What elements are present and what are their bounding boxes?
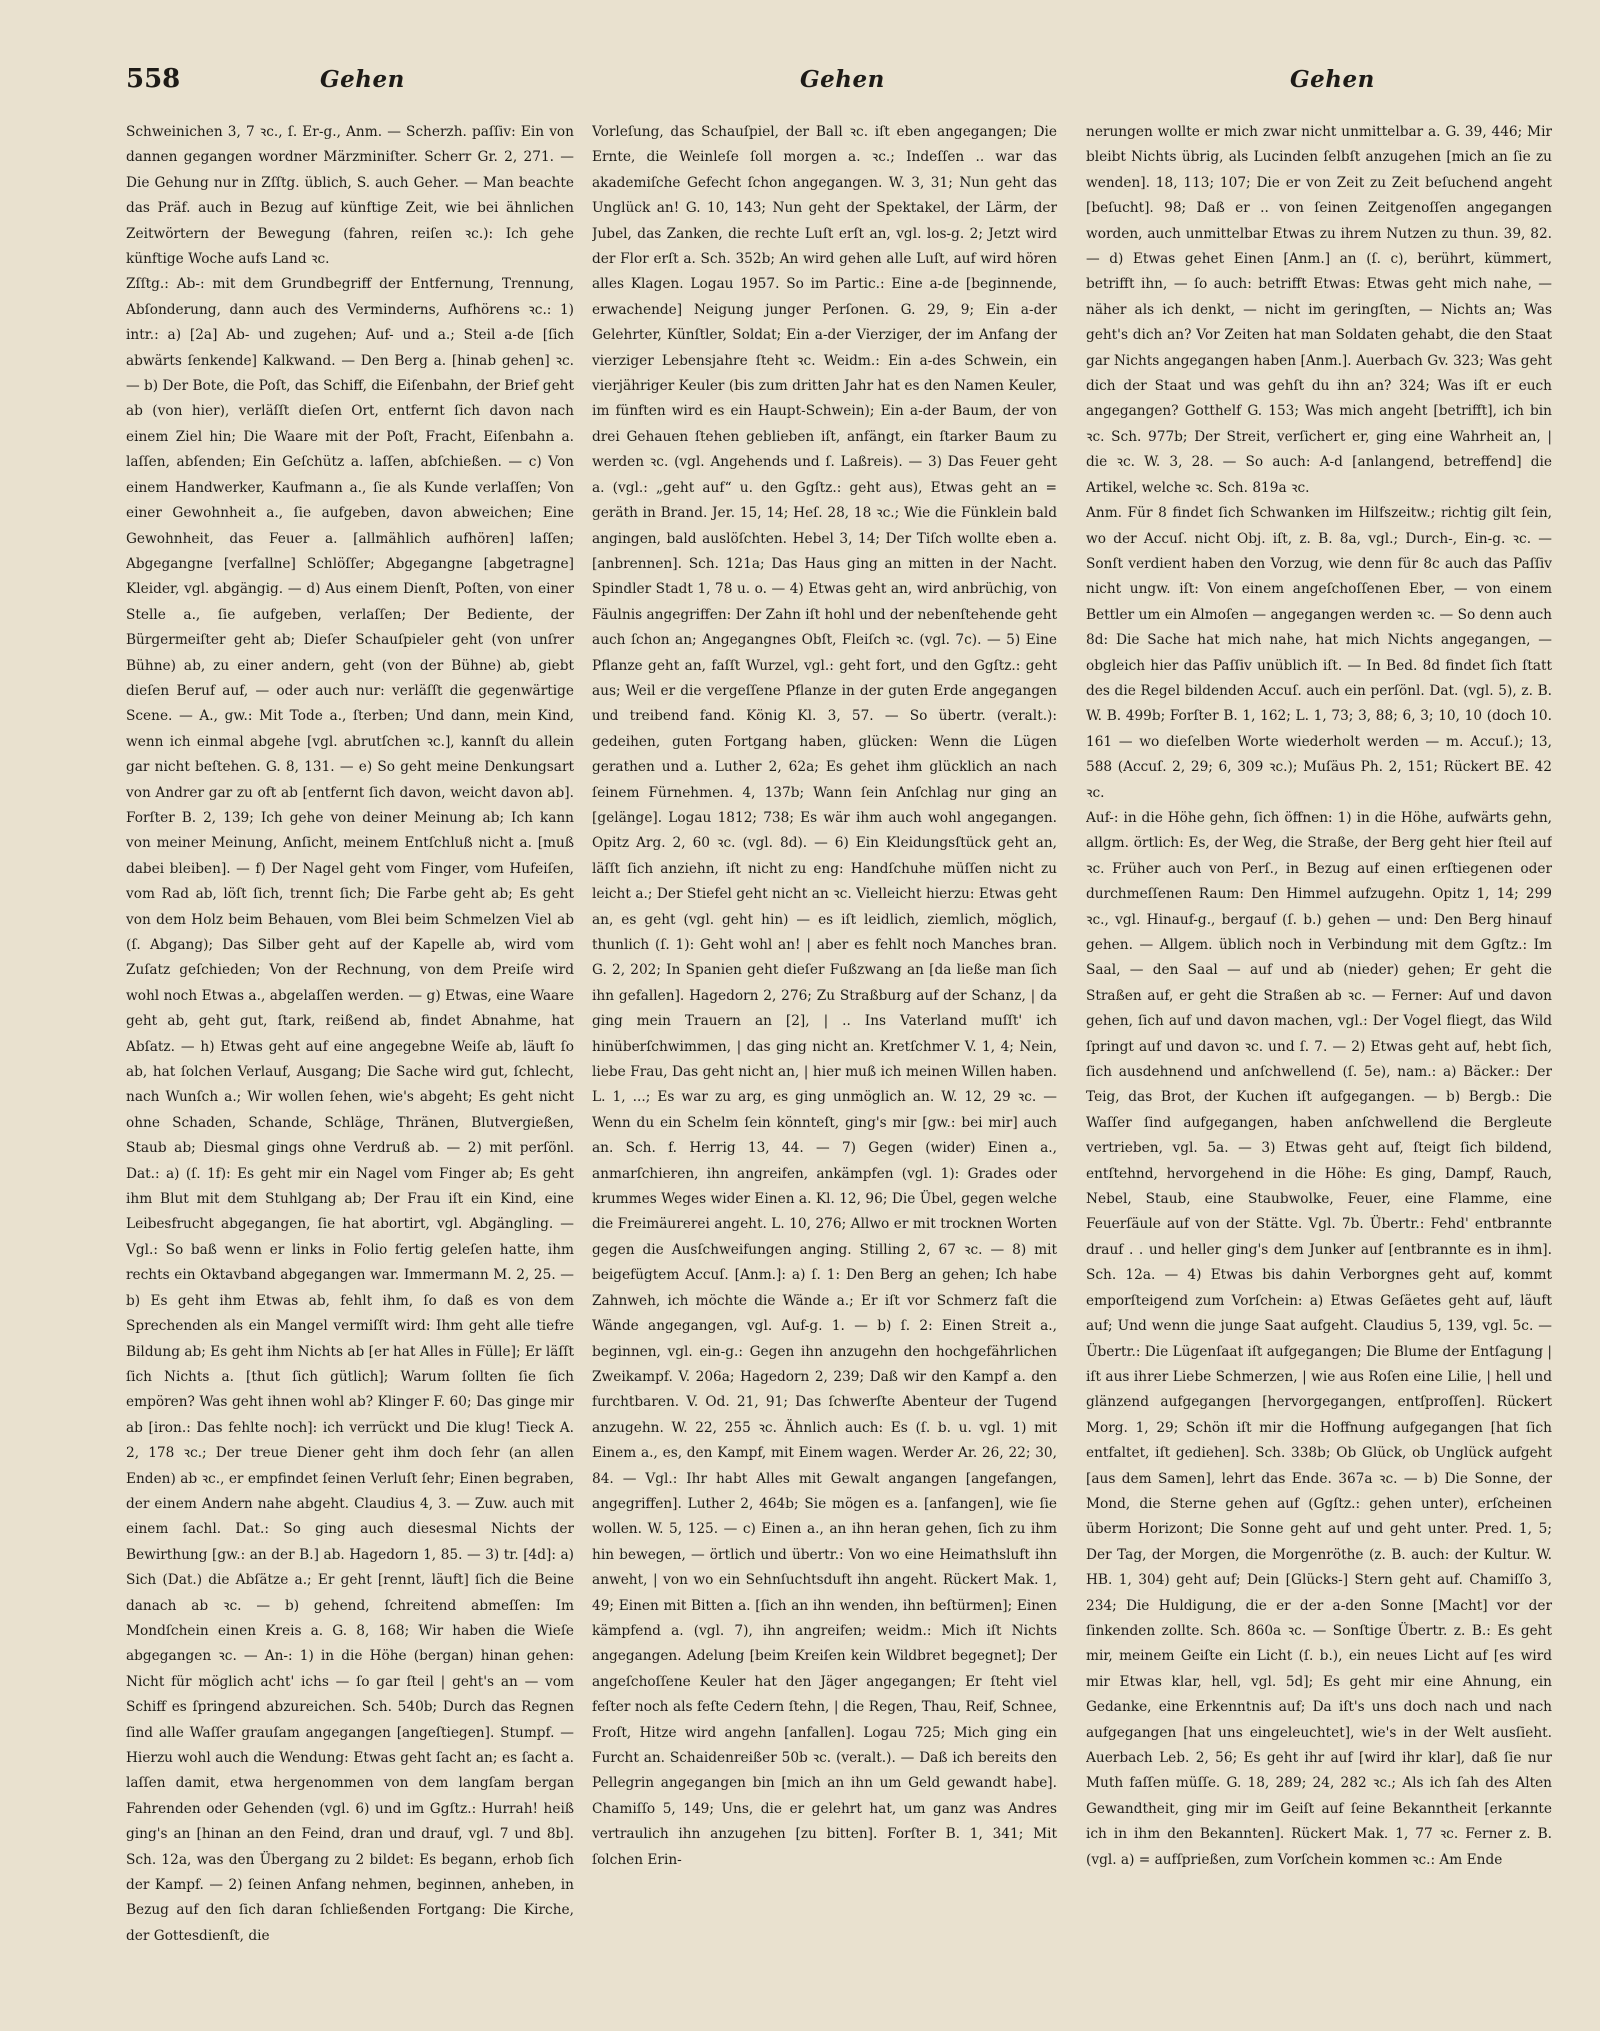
page-number: 558 bbox=[126, 64, 181, 94]
running-head-center: Gehen bbox=[800, 66, 885, 93]
text-column-2 bbox=[592, 120, 1057, 2016]
text-column-3 bbox=[1086, 120, 1552, 2016]
entry-paragraph: Auf-: in die Höhe gehn, ſich öffnen: 1) in die Höhe, aufwärts gehn, allgm. örtlich: Es, der Weg, die Straße, der Berg geht hier ſteil auf ꝛc. Früher auch von Perſ., in Bezug auf einen erſtiegenen oder durchmeſſenen Raum: Den Himmel aufzugehn. Opitz 1, 14; 299 ꝛc., vgl. Hinauf-g., bergauf (ſ. b.) gehen — und: Den Berg hinauf gehen. — Allgem. üblich noch in Verbindung mit dem Ggſtz.: Im Saal, — den Saal — auf und ab (nieder) gehen; Er geht die Straßen auf, er geht die Straßen ab ꝛc. — Ferner: Auf und davon gehen, ſich auf und davon machen, vgl.: Der Vogel fliegt, das Wild ſpringt auf und davon ꝛc. und ſ. 7. — 2) Etwas geht auf, hebt ſich, ſich ausdehnend und anſchwellend (ſ. 5e), nam.: a) Bäcker.: Der Teig, das Brot, der Kuchen iſt aufgegangen. — b) Bergb.: Die Waſſer ſind aufgegangen, haben anſchwellend die Bergleute vertrieben, vgl. 5a. — 3) Etwas geht auf, ſteigt ſich bildend, entſtehnd, hervorgehend in die Höhe: Es ging, Dampf, Rauch, Nebel, Staub, eine Staubwolke, Feuer, eine Flamme, eine Feuerſäule auf von der Stätte. Vgl. 7b. Übertr.: Fehd' entbrannte drauf . . und heller ging's dem Junker auf [entbrannte es in ihm]. Sch. 12a. — 4) Etwas bis dahin Verborgnes geht auf, kommt emporſteigend zum Vorſchein: a) Etwas Geſäetes geht auf, läuft auf; Und wenn die junge Saat aufgeht. Claudius 5, 139, vgl. 5c. — Übertr.: Die Lügenſaat iſt aufgegangen; Die Blume der Entſagung | iſt aus ihrer Liebe Schmerzen, | wie aus Roſen eine Lilie, | hell und glänzend aufgegangen [hervorgegangen, entſproſſen]. Rückert Morg. 1, 29; Schön iſt mir die Hoffnung aufgegangen [hat ſich entfaltet, iſt gediehen]. Sch. 338b; Ob Glück, ob Unglück aufgeht [aus dem Samen], lehrt das Ende. 367a ꝛc. — b) Die Sonne, der Mond, die Sterne gehen auf (Ggſtz.: gehen unter), erſcheinen überm Horizont; Die Sonne geht auf und geht unter. Pred. 1, 5; Der Tag, der Morgen, die Morgenröthe (z. B. auch: der Kultur. W. HB. 1, 304) geht auf; Dein [Glücks-] Stern geht auf. Chamiſſo 3, 234; Die Huldigung, die er der a-den Sonne [Macht] vor der ſinkenden zollte. Sch. 860a ꝛc. — Sonſtige Übertr. z. B.: Es geht mir, meinem Geiſte ein Licht (ſ. b.), ein neues Licht auf [es wird mir Etwas klar, hell, vgl. 5d]; Es geht mir eine Ahnung, ein Gedanke, eine Erkenntnis auf; Da iſt's uns doch nach und nach aufgegangen [hat uns eingeleuchtet], wie's in der Welt ausſieht. Auerbach Leb. 2, 56; Es geht ihr auf [wird ihr klar], daß ſie nur Muth faſſen müſſe. G. 18, 289; 24, 282 ꝛc.; Als ich ſah des Alten Gewandtheit, ging mir im Geiſt auf ſeine Bekanntheit [erkannte ich in ihm den Bekannten]. Rückert Mak. 1, 77 ꝛc. Ferner z. B. (vgl. a) = aufſprießen, zum Vorſchein kommen ꝛc.: Am Ende bbox=[1086, 809, 1552, 1868]
text-column-1 bbox=[126, 120, 574, 2016]
note-paragraph: Anm. Für 8 findet ſich Schwanken im Hilfszeitw.; richtig gilt ſein, wo der Accuſ. nicht Obj. iſt, z. B. 8a, vgl.; Durch-, Ein-g. ꝛc. — Sonſt verdient haben den Vorzug, wie denn für 8c auch das Paſſiv nicht ungw. iſt: Von einem angeſchoſſenen Eber, — von einem Bettler um ein Almoſen — angegangen werden ꝛc. — So denn auch 8d: Die Sache hat mich nahe, hat mich Nichts angegangen, — obgleich hier das Paſſiv unüblich iſt. — In Bed. 8d findet ſich ſtatt des die Regel bildenden Accuſ. auch ein perſönl. Dat. (vgl. 5), z. B. W. B. 499b; Forſter B. 1, 162; L. 1, 73; 3, 88; 6, 3; 10, 10 (doch 10. 161 — wo dieſelben Worte wiederholt werden — m. Accuſ.); 13, 588 (Accuſ. 2, 29; 6, 309 ꝛc.); Muſäus Ph. 2, 151; Rückert BE. 42 ꝛc. bbox=[1086, 505, 1552, 801]
page-header bbox=[0, 64, 1600, 104]
entry-paragraph: Schweinichen 3, 7 ꝛc., ſ. Er-g., Anm. — Scherzh. paſſiv: Ein von dannen gegangen wordner Märzminiſter. Scherr Gr. 2, 271. — Die Gehung nur in Zſſtg. üblich, S. auch Geher. — Man beachte das Präf. auch in Bezug auf künftige Zeit, wie bei ähnlichen Zeitwörtern der Bewegung (fahren, reiſen ꝛc.): Ich gehe künftige Woche aufs Land ꝛc. bbox=[126, 124, 574, 268]
running-head-right: Gehen bbox=[1290, 66, 1375, 93]
entry-paragraph: Vorleſung, das Schauſpiel, der Ball ꝛc. iſt eben angegangen; Die Ernte, die Weinleſe ſoll morgen a. ꝛc.; Indeſſen .. war das akademiſche Gefecht ſchon angegangen. W. 3, 31; Nun geht das Unglück an! G. 10, 143; Nun geht der Spektakel, der Lärm, der Jubel, das Zanken, die rechte Luſt erſt an, vgl. los-g. 2; Jetzt wird der Flor erſt a. Sch. 352b; An wird gehen alle Luſt, auf wird hören alles Klagen. Logau 1957. So im Partic.: Eine a-de [beginnende, erwachende] Neigung junger Perſonen. G. 29, 9; Ein a-der Gelehrter, Künſtler, Soldat; Ein a-der Vierziger, der im Anfang der vierziger Lebensjahre ſteht ꝛc. Weidm.: Ein a-des Schwein, ein vierjähriger Keuler (bis zum dritten Jahr hat es den Namen Keuler, im fünften wird es ein Haupt-Schwein); Ein a-der Baum, der von drei Gehauen ſtehen geblieben iſt, anfängt, ein ſtarker Baum zu werden ꝛc. (vgl. Angehends und ſ. Laßreis). — 3) Das Feuer geht a. (vgl.: „geht auf“ u. den Ggſtz.: geht aus), Etwas geht an = geräth in Brand. Jer. 15, 14; Heſ. 28, 18 ꝛc.; Wie die Fünklein bald angingen, bald auslöſchten. Hebel 3, 14; Der Tiſch wollte eben a. [anbrennen]. Sch. 121a; Das Haus ging an mitten in der Nacht. Spindler Stadt 1, 78 u. o. — 4) Etwas geht an, wird anbrüchig, von Fäulnis angegriffen: Der Zahn iſt hohl und der nebenſtehende geht auch ſchon an; Angegangnes Obſt, Fleiſch ꝛc. (vgl. 7c). — 5) Eine Pflanze geht an, faſſt Wurzel, vgl.: geht fort, und den Ggſtz.: geht aus; Weil er die vergeſſene Pflanze in der guten Erde angegangen und treibend fand. König Kl. 3, 57. — So übertr. (veralt.): gedeihen, guten Fortgang haben, glücken: Wenn die Lügen gerathen und a. Luther 2, 62a; Es gehet ihm glücklich an nach ſeinem Fürnehmen. 4, 137b; Wann ſein Anſchlag nur ging an [gelänge]. Logau 1812; 738; Es wär ihm auch wohl angegangen. Opitz Arg. 2, 60 ꝛc. (vgl. 8d). — 6) Ein Kleidungsſtück geht an, läſſt ſich anziehn, iſt nicht zu eng: Handſchuhe müſſen nicht zu leicht a.; Der Stiefel geht nicht an ꝛc. Vielleicht hierzu: Etwas geht an, es geht (vgl. geht hin) — es iſt leidlich, ziemlich, möglich, thunlich (ſ. 1): Geht wohl an! | aber es fehlt noch Manches bran. G. 2, 202; In Spanien geht dieſer Fußzwang an [da ließe man ſich ihn gefallen]. Hagedorn 2, 276; Zu Straßburg auf der Schanz, | da ging mein Trauern an [2], | .. Ins Vaterland muſſt' ich hinüberſchwimmen, | das ging nicht an. Kretſchmer V. 1, 4; Nein, liebe Frau, Das geht nicht an, | hier muß ich meinen Willen haben. L. 1, ...; Es war zu arg, es ging unmöglich an. W. 12, 29 ꝛc. — Wenn du ein Schelm ſein könnteſt, ging's mir [gw.: bei mir] auch an. Sch. f. Herrig 13, 44. — 7) Gegen (wider) Einen a., anmarſchieren, ihn angreifen, ankämpfen (vgl. 1): Grades oder krummes Weges wider Einen a. Kl. 12, 96; Die Übel, gegen welche die Freimäurerei angeht. L. 10, 276; Allwo er mit trocknen Worten gegen die Ausſchweifungen anging. Stilling 2, 67 ꝛc. — 8) mit beigefügtem Accuſ. [Anm.]: a) ſ. 1: Den Berg an gehen; Ich habe Zahnweh, ich möchte die Wände a.; Er iſt vor Schmerz faſt die Wände angegangen, vgl. Auf-g. 1. — b) ſ. 2: Einen Streit a., beginnen, vgl. ein-g.: Gegen ihn anzugehn den hochgefährlichen Zweikampf. V. 206a; Hagedorn 2, 239; Daß wir den Kampf a. den furchtbaren. V. Od. 21, 91; Das ſchwerſte Abenteur der Tugend anzugehn. W. 22, 255 ꝛc. Ähnlich auch: Es (ſ. b. u. vgl. 1) mit Einem a., es, den Kampf, mit Einem wagen. Werder Ar. 26, 22; 30, 84. — Vgl.: Ihr habt Alles mit Gewalt angangen [angefangen, angegriffen]. Luther 2, 464b; Sie mögen es a. [anfangen], wie ſie wollen. W. 5, 125. — c) Einen a., an ihn heran gehen, ſich zu ihm hin bewegen, — örtlich und übertr.: Von wo eine Heimathsluft ihn anweht, | von wo ein Sehnſuchtsduft ihn angeht. Rückert Mak. 1, 49; Einen mit Bitten a. [ſich an ihn wenden, ihn beſtürmen]; Einen kämpfend a. (vgl. 7), ihn angreifen; weidm.: Mich iſt Nichts angegangen. Adelung [beim Kreiſen kein Wildbret begegnet]; Der angeſchoſſene Keuler hat den Jäger angegangen; Er ſteht viel feſter noch als feſte Cedern ſtehn, | die Regen, Thau, Reif, Schnee, Froſt, Hitze wird angehn [anfallen]. Logau 725; Mich ging ein Furcht an. Schaidenreißer 50b ꝛc. (veralt.). — Daß ich bereits den Pellegrin angegangen bin [mich an ihn um Geld gewandt habe]. Chamiſſo 5, 149; Uns, die er gelehrt hat, um ganz was Andres vertraulich ihn anzugehen [zu bitten]. Forſter B. 1, 341; Mit ſolchen Erin- bbox=[592, 124, 1057, 1868]
running-head-left: Gehen bbox=[320, 66, 405, 93]
entry-paragraph: nerungen wollte er mich zwar nicht unmittelbar a. G. 39, 446; Mir bleibt Nichts übrig, als Lucinden ſelbſt anzugehen [mich an ſie zu wenden]. 18, 113; 107; Die er von Zeit zu Zeit beſuchend angeht [beſucht]. 98; Daß er .. von ſeinen Zeitgenoſſen angegangen worden, auch unmittelbar Etwas zu ihrem Nutzen zu thun. 39, 82. — d) Etwas gehet Einen [Anm.] an (ſ. c), berührt, kümmert, betrifft ihn, — ſo auch: betrifft Etwas: Etwas geht mich nahe, — näher als ich denkt, — nicht im geringſten, — Nichts an; Was geht's dich an? Vor Zeiten hat man Soldaten gehabt, die den Staat gar Nichts angegangen haben [Anm.]. Auerbach Gv. 323; Was geht dich der Staat und was gehſt du ihn an? 324; Was iſt er euch angegangen? Gotthelf G. 153; Was mich angeht [betrifft], ich bin ꝛc. Sch. 977b; Der Streit, verſichert er, ging eine Wahrheit an, | die ꝛc. W. 3, 28. — So auch: A-d [anlangend, betreffend] die Artikel, welche ꝛc. Sch. 819a ꝛc. bbox=[1086, 124, 1552, 496]
entry-paragraph: Zſſtg.: Ab-: mit dem Grundbegriff der Entfernung, Trennung, Abſonderung, dann auch des Verminderns, Aufhörens ꝛc.: 1) intr.: a) [2a] Ab- und zugehen; Auf- und a.; Steil a-de [ſich abwärts ſenkende] Kalkwand. — Den Berg a. [hinab gehen] ꝛc. — b) Der Bote, die Poſt, das Schiff, die Eiſenbahn, der Brief geht ab (von hier), verläſſt dieſen Ort, entfernt ſich davon nach einem Ziel hin; Die Waare mit der Poſt, Fracht, Eiſenbahn a. laſſen, abſenden; Ein Geſchütz a. laſſen, abſchießen. — c) Von einem Handwerker, Kaufmann a., ſie als Kunde verlaſſen; Von einer Gewohnheit a., ſie aufgeben, davon abweichen; Eine Gewohnheit, das Feuer a. [allmählich aufhören] laſſen; Abgegangne [verfallne] Schlöſſer; Abgegangne [abgetragne] Kleider, vgl. abgängig. — d) Aus einem Dienſt, Poſten, von einer Stelle a., ſie aufgeben, verlaſſen; Der Bediente, der Bürgermeiſter geht ab; Dieſer Schauſpieler geht (von unſrer Bühne) ab, zu einer andern, geht (von der Bühne) ab, giebt dieſen Beruf auf, — oder auch nur: verläſſt die gegenwärtige Scene. — A., gw.: Mit Tode a., ſterben; Und dann, mein Kind, wenn ich einmal abgehe [vgl. abrutſchen ꝛc.], kannſt du allein gar nicht beſtehen. G. 8, 131. — e) So geht meine Denkungsart von Andrer gar zu oft ab [entfernt ſich davon, weicht davon ab]. Forſter B. 2, 139; Ich gehe von deiner Meinung ab; Ich kann von meiner Meinung, Anſicht, meinem Entſchluß nicht a. [muß dabei bleiben]. — f) Der Nagel geht vom Finger, vom Hufeiſen, vom Rad ab, löſt ſich, trennt ſich; Die Farbe geht ab; Es geht von dem Holz beim Behauen, vom Blei beim Schmelzen Viel ab (ſ. Abgang); Das Silber geht auf der Kapelle ab, wird vom Zuſatz geſchieden; Von der Rechnung, von dem Preiſe wird wohl noch Etwas a., abgelaſſen werden. — g) Etwas, eine Waare geht ab, geht gut, ſtark, reißend ab, findet Abnahme, hat Abſatz. — h) Etwas geht auf eine angegebne Weiſe ab, läuft ſo ab, hat ſolchen Verlauf, Ausgang; Die Sache wird gut, ſchlecht, nach Wunſch a.; Wir wollen ſehen, wie's abgeht; Es geht nicht ohne Schaden, Schande, Schläge, Thränen, Blutvergießen, Staub ab; Diesmal gings ohne Verdruß ab. — 2) mit perſönl. Dat.: a) (ſ. 1f): Es geht mir ein Nagel vom Finger ab; Es geht ihm Blut mit dem Stuhlgang ab; Der Frau iſt ein Kind, eine Leibesfrucht abgegangen, ſie hat abortirt, vgl. Abgängling. — Vgl.: So baß wenn er links in Folio fertig geleſen hatte, ihm rechts ein Oktavband abgegangen war. Immermann M. 2, 25. — b) Es geht ihm Etwas ab, fehlt ihm, ſo daß es von dem Sprechenden als ein Mangel vermiſſt wird: Ihm geht alle tiefre Bildung ab; Es geht ihm Nichts ab [er hat Alles in Fülle]; Er läſſt ſich Nichts a. [thut ſich gütlich]; Warum ſollten ſie ſich empören? Was geht ihnen wohl ab? Klinger F. 60; Das ginge mir ab [iron.: Das fehlte noch]: ich verrückt und Die klug! Tieck A. 2, 178 ꝛc.; Der treue Diener geht ihm doch ſehr (an allen Enden) ab ꝛc., er empfindet ſeinen Verluſt ſehr; Einen begraben, der einem Andern nahe abgeht. Claudius 4, 3. — Zuw. auch mit einem ſachl. Dat.: So ging auch diesesmal Nichts der Bewirthung [gw.: an der B.] ab. Hagedorn 1, 85. — 3) tr. [4d]: a) Sich (Dat.) die Abſätze a.; Er geht [rennt, läuft] ſich die Beine danach ab ꝛc. — b) gehend, ſchreitend abmeſſen: Im Mondſchein einen Kreis a. G. 8, 168; Wir haben die Wieſe abgegangen ꝛc. — An-: 1) in die Höhe (bergan) hinan gehen: Nicht für möglich acht' ichs — ſo gar ſteil | geht's an — vom Schiff es ſpringend abzureichen. Sch. 540b; Durch das Regnen ſind alle Waſſer grauſam angegangen [angeſtiegen]. Stumpf. — Hierzu wohl auch die Wendung: Etwas geht ſacht an; es ſacht a. laſſen damit, etwa hergenommen von dem langſam bergan Fahrenden oder Gehenden (vgl. 6) und im Ggſtz.: Hurrah! heiß ging's an [hinan an den Feind, dran und drauf, vgl. 7 und 8b]. Sch. 12a, was den Übergang zu 2 bildet: Es begann, erhob ſich der Kampf. — 2) ſeinen Anfang nehmen, beginnen, anheben, in Bezug auf den ſich daran ſchließenden Fortgang: Die Kirche, der Gottesdienſt, die bbox=[126, 276, 574, 1944]
